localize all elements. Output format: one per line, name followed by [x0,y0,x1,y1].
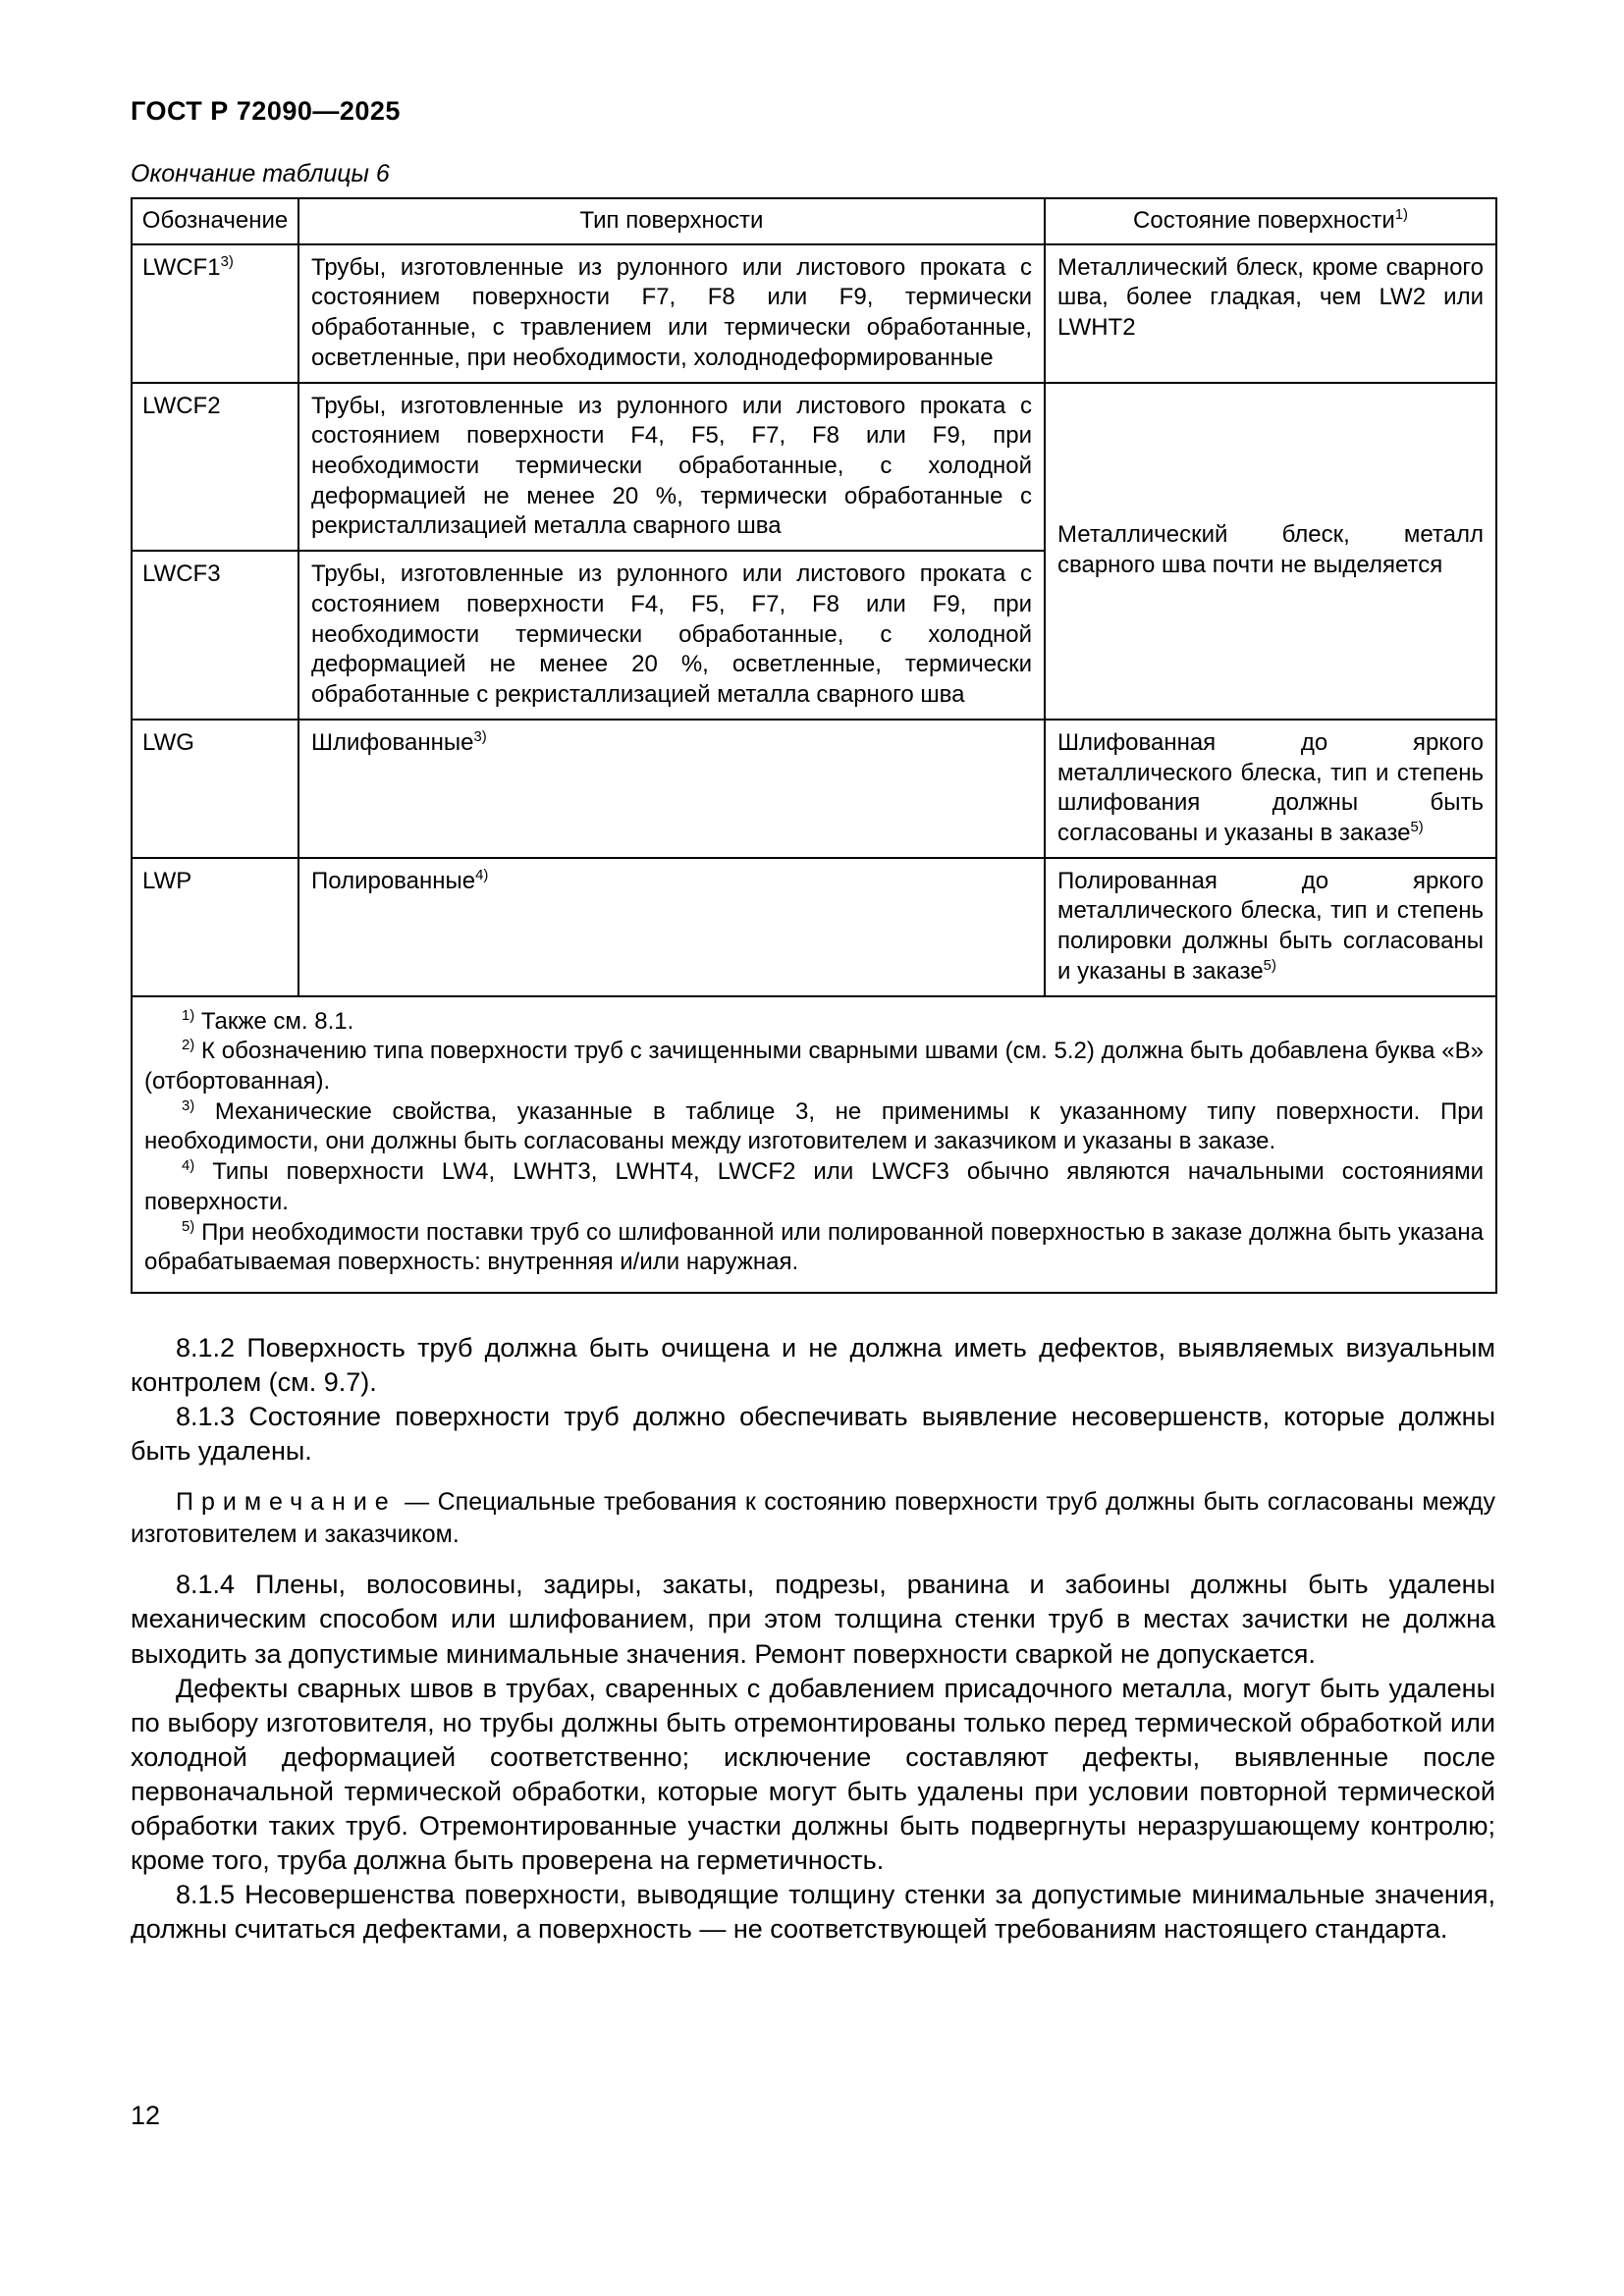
paragraph-text: Плены, волосовины, задиры, закаты, подрезы, рванина и забоины должны быть удалены механическим способом или шлифованием, при этом толщина стенки труб в местах зачистки не должна выходить за допустимые минимальные значения. Ремонт поверхности сваркой не допускается. [131,1570,1495,1669]
condition-text: Шлифованная до яркого металлического блеска, тип и степень шлифования должны быть согласованы и указаны в заказе [1057,728,1484,846]
footnote-marker: 3) [182,1097,195,1114]
paragraph-8-1-3 [131,1400,1495,1468]
paragraph-number: 8.1.5 [176,1880,236,1910]
paragraph-text: Поверхность труб должна быть очищена и не должна иметь дефектов, выявляемых визуальным контролем (см. 9.7). [131,1333,1495,1398]
surface-types-table [131,197,1497,1294]
footnote-text: Механические свойства, указанные в таблице 3, не применимы к указанному типу поверхности. При необходимости, они должны быть согласованы между изготовителем и заказчиком и указаны в заказе. [144,1097,1484,1155]
paragraph-8-1-2 [131,1331,1495,1400]
table-row-lwg [132,720,1496,858]
table-header-row [132,198,1496,244]
footnote-ref-1: 1) [1394,207,1408,223]
footnote-text: Также см. 8.1. [200,1007,354,1035]
surface-type-cell: Трубы, изготовленные из рулонного или листового проката с состоянием поверхности F4, F5, F7, F8 или F9, при необходимости термически обработанные, с холодной деформацией не менее 20 %, осветленные, термически обработанные с рекристаллизацией металла сварного шва [298,551,1045,720]
designation-cell: LWCF2 [132,383,298,552]
surface-type-cell: Трубы, изготовленные из рулонного или листового проката с состоянием поверхности F7, F8 или F9, термически обработанные, с травлением или термически обработанные, осветленные, при необходимости, холоднодеформированные [298,244,1045,383]
footnote-ref-5: 5) [1263,957,1276,974]
page-number: 12 [131,2101,161,2130]
note-paragraph [131,1486,1495,1550]
footnote-marker: 1) [182,1007,195,1024]
footnote-1 [144,1007,1484,1038]
surface-type-cell [298,858,1045,996]
footnote-text: К обозначению типа поверхности труб с зачищенными сварными швами (см. 5.2) должна быть добавлена буква «В» (отбортованная). [144,1038,1484,1095]
surface-type-cell: Трубы, изготовленные из рулонного или листового проката с состоянием поверхности F4, F5, F7, F8 или F9, при необходимости термически обработанные, с холодной деформацией не менее 20 %, термически обработанные с рекристаллизацией металла сварного шва [298,383,1045,552]
table-row-lwcf2 [132,383,1496,552]
column-header-condition-text: Состояние поверхности [1133,207,1395,234]
condition-text: Полированная до яркого металлического блеска, тип и степень полировки должны быть согласованы и указаны в заказе [1057,867,1484,985]
footnote-marker: 4) [182,1158,195,1175]
footnote-marker: 5) [182,1218,195,1235]
footnote-3 [144,1097,1484,1157]
table-caption: Окончание таблицы 6 [131,160,390,187]
footnote-5 [144,1218,1484,1278]
paragraph-8-1-4-continued: Дефекты сварных швов в трубах, сваренных с добавлением присадочного металла, могут быть удалены по выбору изготовителя, но трубы должны быть отремонтированы только перед термической обработкой или холодной деформацией соответственно; исключение составляют дефекты, выявленные после первоначальной термической обработки, которые могут быть удалены при условии повторной термической обработки таких труб. Отремонтированные участки должны быть подвергнуты неразрушающему контролю; кроме того, труба должна быть проверена на герметичность. [131,1673,1495,1876]
page-content [131,96,1495,1947]
table-footnotes [132,996,1496,1293]
footnote-ref-3: 3) [473,728,487,745]
table-row-lwcf1 [132,244,1496,383]
condition-cell [1045,858,1496,996]
designation-code: LWCF1 [142,253,221,281]
footnote-text: Типы поверхности LW4, LWHT3, LWHT4, LWCF2 или LWCF3 обычно являются начальными состояниями поверхности. [144,1158,1484,1215]
column-header-designation: Обозначение [132,198,298,244]
footnote-ref-3: 3) [220,253,234,270]
paragraph-8-1-4 [131,1568,1495,1671]
document-number: ГОСТ Р 72090—2025 [131,96,401,126]
paragraph-text: Несовершенства поверхности, выводящие толщину стенки за допустимые минимальные значения, должны считаться дефектами, а поверхность — не соответствующей требованиям настоящего стандарта. [131,1880,1495,1945]
paragraph-text: Состояние поверхности труб должно обеспечивать выявление несовершенств, которые должны быть удалены. [131,1402,1495,1467]
footnote-ref-4: 4) [475,867,489,883]
footnote-2 [144,1037,1484,1096]
paragraph-8-1-5 [131,1878,1495,1947]
table-footnotes-row [132,996,1496,1293]
footnote-marker: 2) [182,1038,195,1054]
surface-type-text: Полированные [311,867,476,894]
condition-cell [1045,720,1496,858]
designation-cell: LWP [132,858,298,996]
paragraph-number: 8.1.3 [176,1402,236,1432]
condition-cell-merged: Металлический блеск, металл сварного шва почти не выделяется [1045,383,1496,720]
footnote-ref-5: 5) [1410,819,1424,835]
column-header-surface-type: Тип поверхности [298,198,1045,244]
note-text: — Специальные требования к состоянию поверхности труб должны быть согласованы между изготовителем и заказчиком. [131,1488,1495,1548]
note-label: Примечание [176,1488,397,1517]
column-header-condition [1045,198,1496,244]
designation-cell: LWCF3 [132,551,298,720]
designation-cell: LWG [132,720,298,858]
paragraph-number: 8.1.4 [176,1570,236,1600]
condition-cell: Металлический блеск, кроме сварного шва, более гладкая, чем LW2 или LWHT2 [1045,244,1496,383]
footnote-text: При необходимости поставки труб со шлифованной или полированной поверхностью в заказе должна быть указана обрабатываемая поверхность: внутренняя и/или наружная. [144,1218,1484,1276]
paragraph-number: 8.1.2 [176,1333,236,1362]
surface-type-cell [298,720,1045,858]
footnote-4 [144,1157,1484,1217]
surface-type-text: Шлифованные [311,728,474,756]
body-text [131,1331,1495,1947]
table-row-lwp [132,858,1496,996]
designation-cell [132,244,298,383]
